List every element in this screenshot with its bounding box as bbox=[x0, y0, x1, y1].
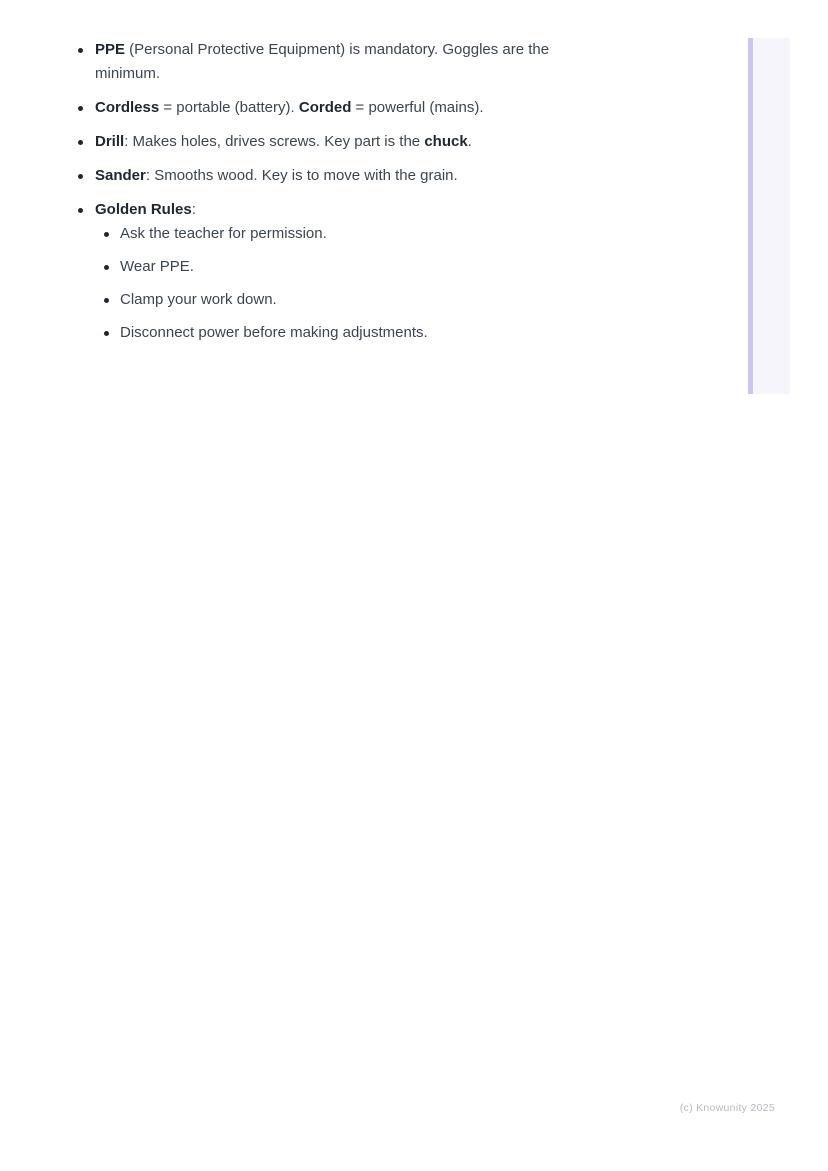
list-item bbox=[95, 96, 587, 120]
sub-list bbox=[95, 222, 587, 345]
sub-list-item: Ask the teacher for permission. bbox=[120, 222, 587, 246]
copyright-footer: (c) Knowunity 2025 bbox=[679, 1102, 775, 1114]
notes-list bbox=[95, 38, 587, 355]
text-segment: = powerful (mains). bbox=[351, 99, 484, 116]
sub-list-item: Wear PPE. bbox=[120, 255, 587, 279]
list-item bbox=[95, 164, 587, 188]
bold-text-segment: Golden Rules bbox=[95, 201, 192, 218]
right-margin-highlight-strip bbox=[748, 38, 790, 394]
text-segment: : Smooths wood. Key is to move with the grain. bbox=[145, 167, 458, 184]
text-segment: = portable (battery). bbox=[159, 99, 299, 116]
text-segment: : bbox=[191, 201, 196, 218]
list-item bbox=[95, 198, 587, 345]
text-segment: . bbox=[467, 133, 472, 150]
bold-text-segment: Sander bbox=[95, 167, 146, 184]
list-item bbox=[95, 130, 587, 154]
bold-text-segment: chuck bbox=[424, 133, 468, 150]
bold-text-segment: PPE bbox=[95, 41, 126, 58]
bold-text-segment: Corded bbox=[298, 99, 352, 116]
sub-list-item: Clamp your work down. bbox=[120, 288, 587, 312]
bold-text-segment: Drill bbox=[95, 133, 125, 150]
sub-list-item: Disconnect power before making adjustments. bbox=[120, 321, 587, 345]
bold-text-segment: Cordless bbox=[95, 99, 160, 116]
text-segment: (Personal Protective Equipment) is mandatory. Goggles are the minimum. bbox=[95, 41, 550, 82]
text-segment: : Makes holes, drives screws. Key part is the bbox=[124, 133, 425, 150]
list-item bbox=[95, 38, 587, 86]
